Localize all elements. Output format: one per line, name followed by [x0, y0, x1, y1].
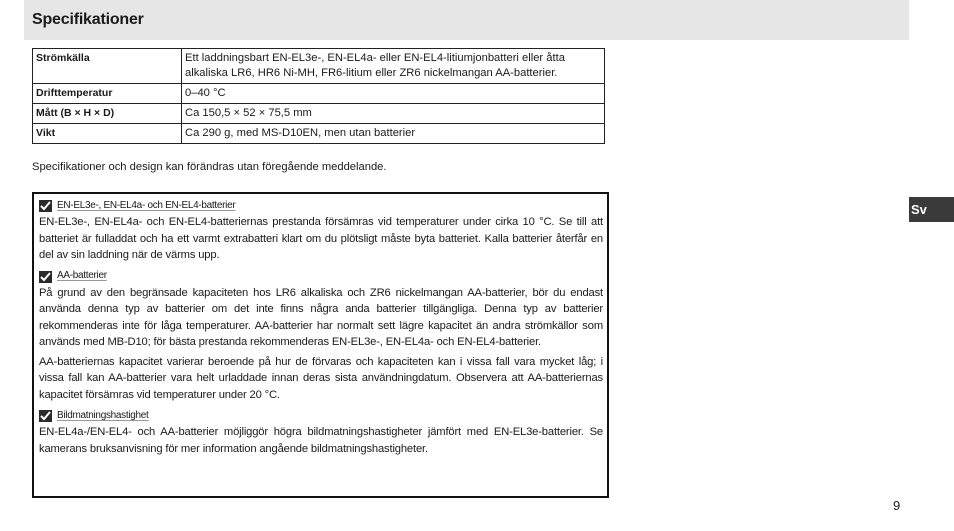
caution-box: [32, 192, 609, 498]
spec-table: [32, 48, 605, 144]
caution-heading: [39, 199, 607, 213]
header-bar: [24, 0, 909, 40]
table-row: [33, 104, 605, 124]
spec-value: 0–40 °C: [182, 84, 605, 104]
caution-paragraph: EN-EL3e-, EN-EL4a- och EN-EL4-batteriernas prestanda försämras vid temperaturer under cirka 10 °C. Se till att batteriet är fulladdat och ha ett varmt extrabatteri klart om du plötsligt måste byta batteriet. Kalla batterier återfår en del av sin laddning när de värms upp.: [39, 216, 603, 261]
caution-paragraph: På grund av den begränsade kapaciteten hos LR6 alkaliska och ZR6 nickelmangan AA-batterier, bör du endast använda denna typ av batterier om det inte finns några anda batterier tillgängliga. Denna typ av batterier rekommenderas inte för låga temperaturer. AA-batterier har normalt sett lägre kapacitet än andra strömkällor som används med MB-D10; för bästa prestanda rekommenderas EN-EL3e-, EN-EL4a- och EN-EL4-batterier.: [39, 286, 603, 348]
page-number: 9: [893, 498, 901, 513]
table-row: [33, 124, 605, 144]
page-title: Specifikationer: [32, 11, 144, 28]
spec-label: Vikt: [33, 124, 182, 144]
caution-title: Bildmatningshastighet: [57, 409, 149, 421]
caution-heading: [39, 270, 607, 284]
table-row: [33, 49, 605, 84]
caution-paragraph: AA-batteriernas kapacitet varierar beroende på hur de förvaras och kapaciteten kan i vissa fall vara mycket låg; i vissa fall kan AA-batterier vara helt urladdade innan deras sista användningdatum. Observera att AA-batteriernas kapacitet försämras vid temperaturer under 20 °C.: [39, 355, 603, 401]
spec-value: Ca 150,5 × 52 × 75,5 mm: [182, 104, 605, 124]
caution-title: AA-batterier: [57, 270, 107, 282]
caution-heading: [39, 409, 607, 423]
check-icon: [39, 410, 52, 422]
language-tab: Sv: [909, 197, 954, 222]
caution-title: EN-EL3e-, EN-EL4a- och EN-EL4-batterier: [57, 199, 236, 211]
spec-value: Ett laddningsbart EN-EL3e-, EN-EL4a- eller EN-EL4-litiumjonbatteri eller åtta alkaliska LR6, HR6 Ni-MH, FR6-litium eller ZR6 nickelmangan AA-batterier.: [182, 49, 605, 84]
change-notice: Specifikationer och design kan förändras utan föregående meddelande.: [32, 161, 387, 173]
spec-label: Drifttemperatur: [33, 84, 182, 104]
caution-paragraph: EN-EL4a-/EN-EL4- och AA-batterier möjliggör högra bildmatningshastigheter jämfört med EN-EL3e-batterier. Se kamerans bruksanvisning för mer information angående bildmatningshastigheter.: [39, 426, 603, 455]
spec-label: Strömkälla: [33, 49, 182, 84]
check-icon: [39, 200, 52, 212]
table-row: [33, 84, 605, 104]
spec-value: Ca 290 g, med MS-D10EN, men utan batterier: [182, 124, 605, 144]
spec-label: Mått (B × H × D): [33, 104, 182, 124]
check-icon: [39, 271, 52, 283]
